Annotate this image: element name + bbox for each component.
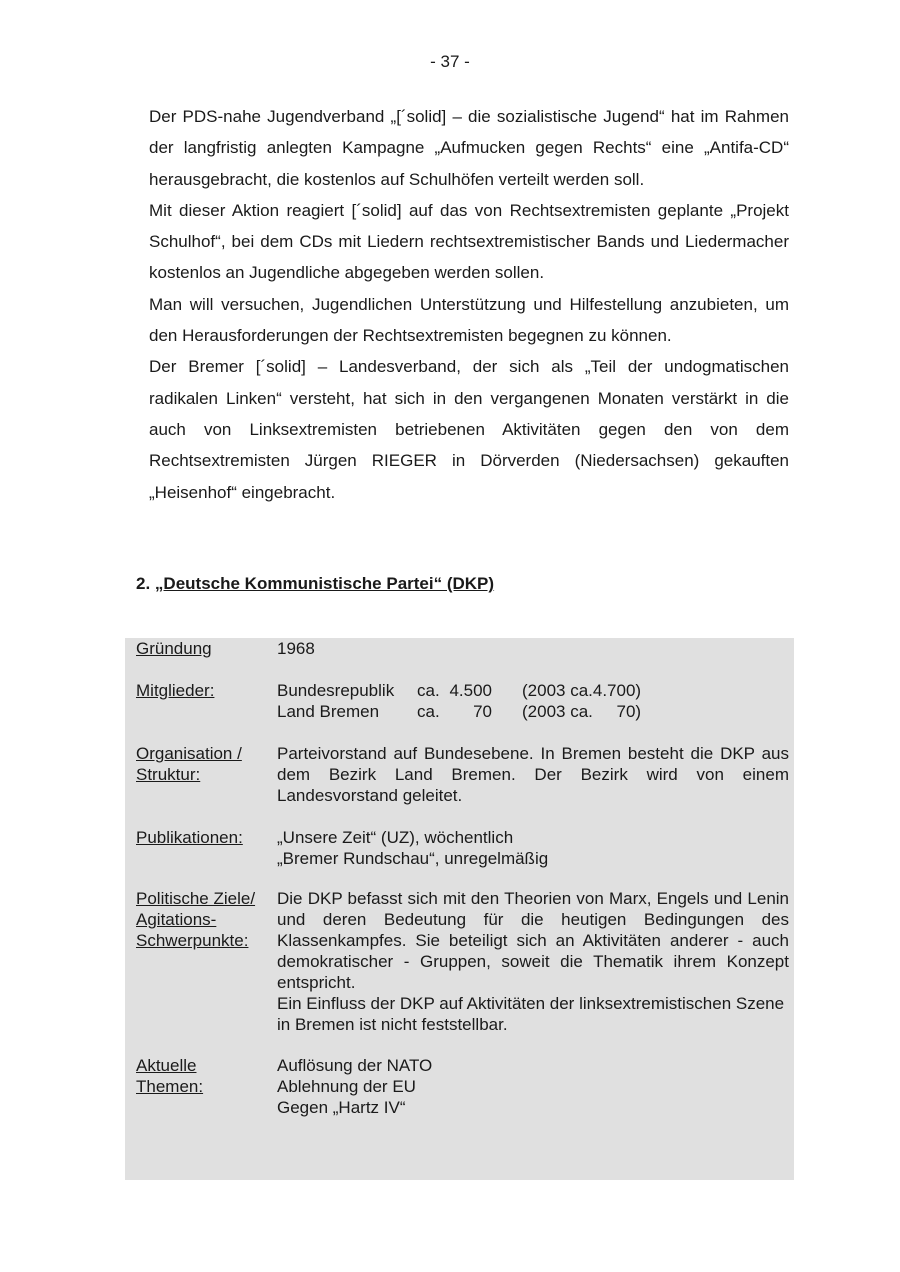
paragraph: Der Bremer [´solid] – Landesverband, der sich als „Teil der undogmatischen radikalen Linken“ versteht, hat sich in den vergangenen Monaten verstärkt in die auch von Linksextremisten betriebenen Aktivitäten gegen den von dem Rechtsextremisten Jürgen RIEGER in Dörverden (Niedersachsen) gekauften „Heisenhof“ eingebracht.: [149, 357, 789, 502]
member-count: 4.500: [449, 681, 492, 700]
member-area: Bundesrepublik: [277, 681, 395, 700]
label-gruendung: Gründung: [136, 639, 212, 658]
value-ziele: [277, 888, 789, 1035]
member-approx: ca.: [417, 702, 440, 721]
theme-item: Ablehnung der EU: [277, 1077, 416, 1096]
label-publikationen: Publikationen:: [136, 828, 243, 847]
section-heading: [136, 574, 494, 594]
member-prev: (2003 ca. 70): [522, 702, 642, 721]
member-row: [277, 680, 789, 701]
label-line: Struktur:: [136, 765, 201, 784]
label-line: Aktuelle: [136, 1056, 197, 1075]
ziele-text: Ein Einfluss der DKP auf Aktivitäten der linksextremistischen Szene in Bremen ist nicht feststellbar.: [277, 994, 785, 1034]
theme-item: Auflösung der NATO: [277, 1056, 433, 1075]
value-publikationen: [277, 827, 789, 869]
section-number: 2.: [136, 574, 151, 593]
paragraph: Mit dieser Aktion reagiert [´solid] auf das von Rechtsextremisten geplante „Projekt Schulhof“, bei dem CDs mit Liedern rechtsextremistischer Bands und Liedermacher kostenlos an Jugendliche abgegeben werden sollen.: [149, 200, 789, 283]
paragraph: Der PDS-nahe Jugendverband „[´solid] – die sozialistische Jugend“ hat im Rahmen der langfristig anlegten Kampagne „Aufmucken gegen Rechts“ eine „Antifa-CD“ herausgebracht, die kostenlos auf Schulhöfen verteilt werden soll.: [149, 107, 789, 189]
member-area: Land Bremen: [277, 702, 380, 721]
member-prev: (2003 ca.4.700): [522, 681, 642, 700]
label-organisation: [136, 743, 276, 785]
member-approx: ca.: [417, 681, 440, 700]
theme-item: Gegen „Hartz IV“: [277, 1098, 406, 1117]
label-line: Themen:: [136, 1077, 204, 1096]
label-line: Politische Ziele/: [136, 889, 256, 908]
value-mitglieder: [277, 680, 789, 722]
label-themen: [136, 1055, 276, 1097]
info-box: [125, 638, 794, 1180]
member-row: [277, 701, 789, 722]
label-mitglieder: Mitglieder:: [136, 681, 215, 700]
ziele-text: Die DKP befasst sich mit den Theorien von Marx, Engels und Lenin und deren Bedeutung für die heutigen Bedingungen des Klassenkampfes. Sie beteiligt sich an Aktivitäten anderer - auch demokratischer - Gruppen, soweit die Thematik ihrem Konzept entspricht.: [277, 889, 789, 992]
publication-item: „Unsere Zeit“ (UZ), wöchentlich: [277, 828, 514, 847]
label-line: Agitations-: [136, 910, 217, 929]
label-line: Schwerpunkte:: [136, 931, 249, 950]
value-themen: [277, 1055, 789, 1118]
value-gruendung: 1968: [277, 639, 315, 658]
value-organisation: Parteivorstand auf Bundesebene. In Bremen besteht die DKP aus dem Bezirk Land Bremen. Der Bezirk wird von einem Landesvorstand geleitet.: [277, 744, 789, 805]
publication-item: „Bremer Rundschau“, unregelmäßig: [277, 849, 549, 868]
member-count: 70: [473, 702, 492, 721]
label-ziele: [136, 888, 276, 951]
section-title: „Deutsche Kommunistische Partei“ (DKP): [154, 574, 495, 593]
label-line: Organisation /: [136, 744, 242, 763]
paragraph: Man will versuchen, Jugendlichen Unterstützung und Hilfestellung anzubieten, um den Herausforderungen der Rechtsextremisten begegnen zu können.: [149, 294, 789, 346]
body-text: [149, 101, 789, 508]
page-number: - 37 -: [430, 52, 470, 71]
